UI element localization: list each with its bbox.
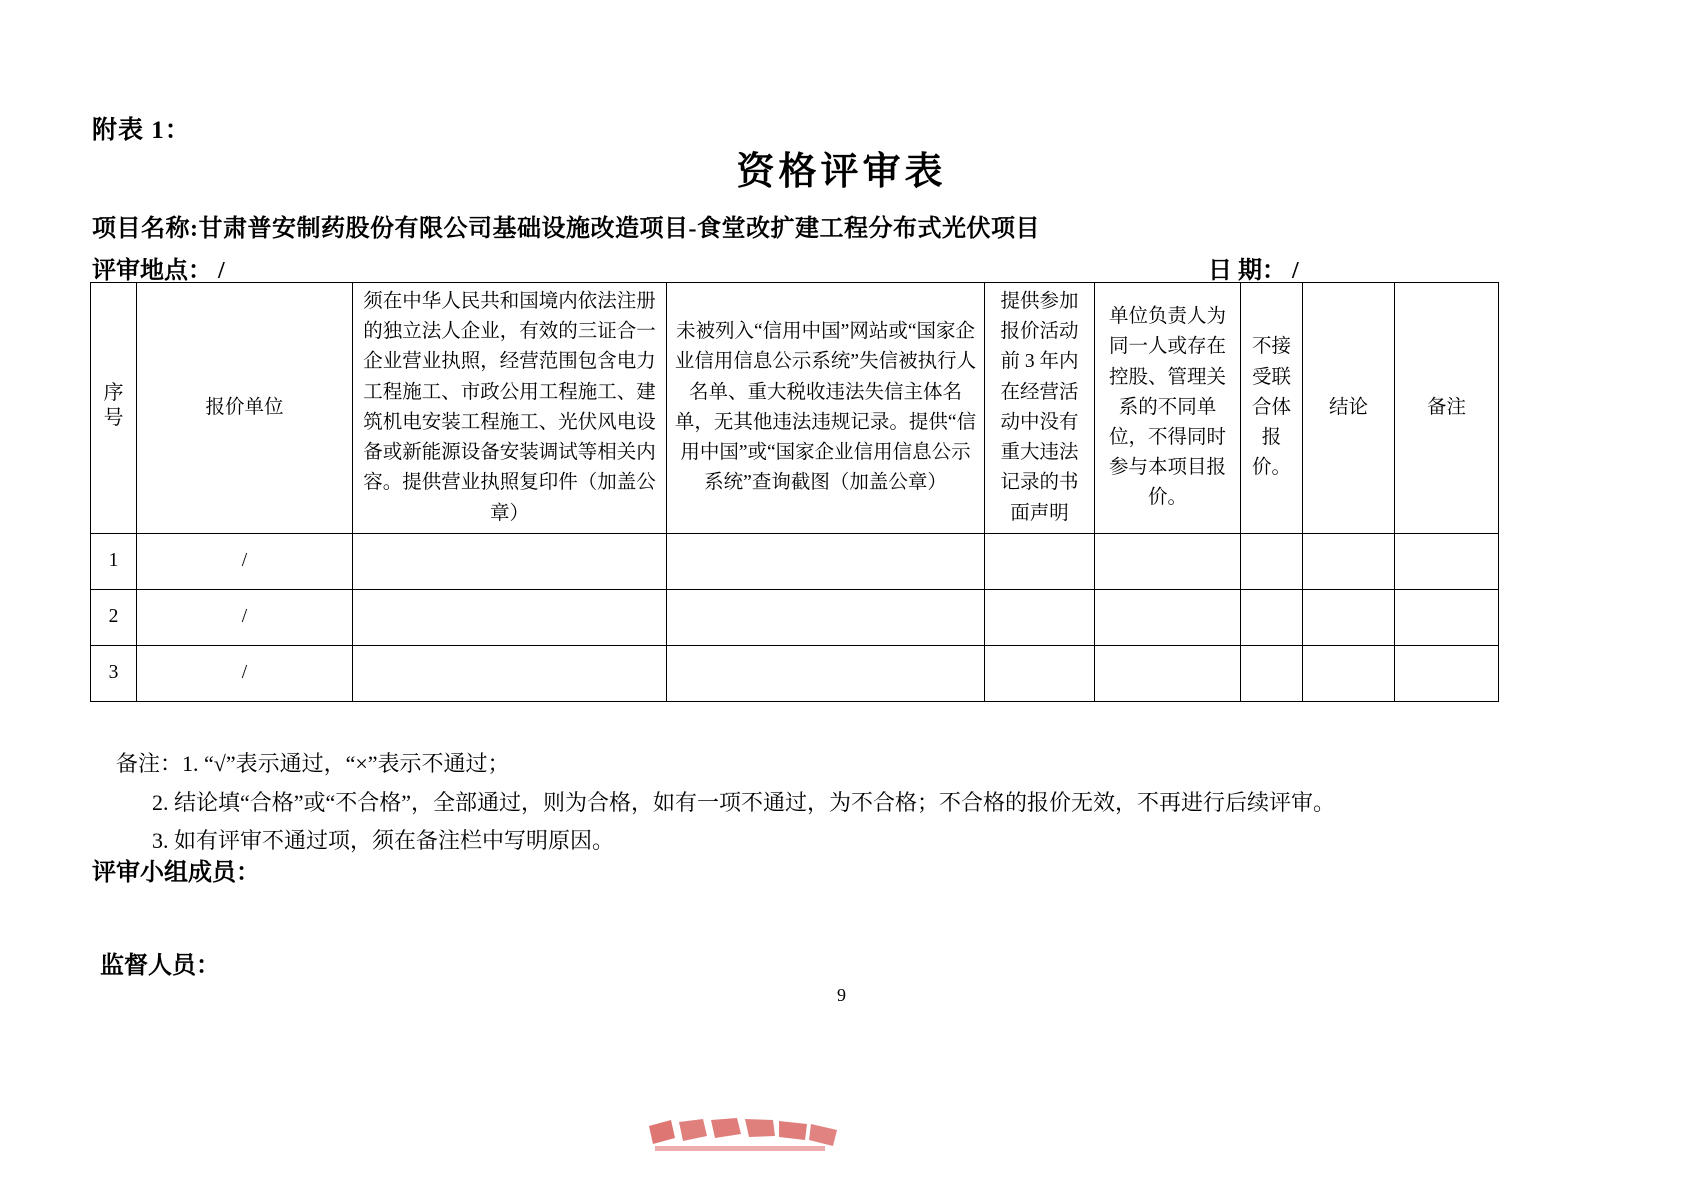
project-name-label: 项目名称:: [92, 216, 199, 242]
cell-unit[interactable]: /: [137, 589, 353, 645]
header-cell-qualification: 须在中华人民共和国境内依法注册的独立法人企业，有效的三证合一企业营业执照，经营范围包含电力工程施工、市政公用工程施工、建筑机电安装工程施工、光伏风电设备或新能源设备安装调试等相关内容。提供营业执照复印件（加盖公章）: [353, 283, 667, 534]
cell-conclusion[interactable]: [1303, 589, 1395, 645]
cell-remark[interactable]: [1395, 589, 1499, 645]
page-title: 资格评审表: [736, 151, 947, 193]
notes-block: [92, 745, 1592, 861]
cell-credit[interactable]: [667, 589, 985, 645]
review-place-line: [92, 250, 225, 285]
review-place-label: 评审地点：: [92, 258, 212, 284]
cell-seq: 3: [91, 645, 137, 701]
red-seal-stamp: [645, 1118, 845, 1188]
cell-unit[interactable]: /: [137, 645, 353, 701]
header-cell-joint: 不接受联合体报价。: [1241, 283, 1303, 534]
table-row: [91, 645, 1499, 701]
note-line-1: 备注：1. “√”表示通过，“×”表示不通过；: [116, 751, 510, 776]
cell-relation[interactable]: [1095, 645, 1241, 701]
cell-conclusion[interactable]: [1303, 645, 1395, 701]
cell-joint[interactable]: [1241, 533, 1303, 589]
cell-unit[interactable]: /: [137, 533, 353, 589]
header-cell-declaration: 提供参加报价活动前 3 年内在经营活动中没有重大违法记录的书面声明: [985, 283, 1095, 534]
review-group-members-label: 评审小组成员：: [92, 860, 260, 886]
header-cell-remark: 备注: [1395, 283, 1499, 534]
cell-credit[interactable]: [667, 645, 985, 701]
header-seq-label: 序号: [103, 382, 124, 430]
cell-declaration[interactable]: [985, 589, 1095, 645]
header-cell-conclusion: 结论: [1303, 283, 1395, 534]
cell-seq: 1: [91, 533, 137, 589]
project-name-line: [92, 208, 1040, 243]
note-line-3: 3. 如有评审不通过项，须在备注栏中写明原因。: [152, 828, 615, 853]
header-cell-seq: [91, 283, 137, 534]
table-header-row: [91, 283, 1499, 534]
cell-joint[interactable]: [1241, 589, 1303, 645]
cell-declaration[interactable]: [985, 533, 1095, 589]
cell-qualification[interactable]: [353, 533, 667, 589]
note-line-2: 2. 结论填“合格”或“不合格”，全部通过，则为合格，如有一项不通过，为不合格；不合格的报价无效，不再进行后续评审。: [152, 789, 1336, 815]
cell-qualification[interactable]: [353, 589, 667, 645]
review-date-label: 日 期：: [1208, 258, 1286, 284]
page-number: 9: [837, 985, 846, 1005]
supervisor-label: 监督人员：: [100, 953, 220, 979]
header-cell-relation: 单位负责人为同一人或存在控股、管理关系的不同单位，不得同时参与本项目报价。: [1095, 283, 1241, 534]
cell-remark[interactable]: [1395, 645, 1499, 701]
review-date-value: /: [1292, 258, 1299, 284]
header-cell-credit: 未被列入“信用中国”网站或“国家企业信用信息公示系统”失信被执行人名单、重大税收违法失信主体名单，无其他违法违规记录。提供“信用中国”或“国家企业信用信息公示系统”查询截图（加盖公章）: [667, 283, 985, 534]
review-date-line: [1208, 250, 1299, 285]
cell-credit[interactable]: [667, 533, 985, 589]
qualification-review-table: [90, 282, 1499, 702]
cell-qualification[interactable]: [353, 645, 667, 701]
project-name-value: 甘肃普安制药股份有限公司基础设施改造项目-食堂改扩建工程分布式光伏项目: [198, 216, 1040, 242]
cell-seq: 2: [91, 589, 137, 645]
table-row: [91, 533, 1499, 589]
cell-joint[interactable]: [1241, 645, 1303, 701]
cell-relation[interactable]: [1095, 533, 1241, 589]
cell-declaration[interactable]: [985, 645, 1095, 701]
table-row: [91, 589, 1499, 645]
attachment-label: 附表 1：: [92, 117, 191, 144]
cell-remark[interactable]: [1395, 533, 1499, 589]
header-cell-unit: 报价单位: [137, 283, 353, 534]
cell-conclusion[interactable]: [1303, 533, 1395, 589]
cell-relation[interactable]: [1095, 589, 1241, 645]
review-place-value: /: [218, 258, 225, 284]
